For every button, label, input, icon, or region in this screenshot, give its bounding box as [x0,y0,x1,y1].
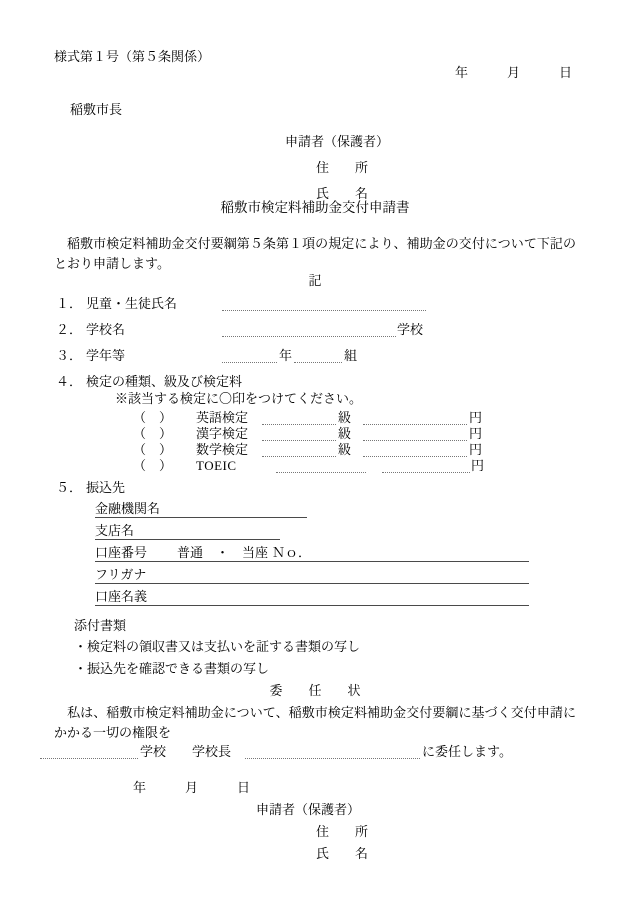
bank-institution-label: 金融機関名 [95,501,161,516]
proxy-name-label: 氏 名 [316,846,369,861]
proxy-address-label: 住 所 [316,824,369,839]
exam-fee-line-kanken[interactable] [363,440,467,441]
item-3-year-input-line[interactable] [222,362,277,363]
item-2-label: 学校名 [86,322,126,337]
exam-name-kanken: 漢字検定 [196,426,249,441]
item-4-label: 検定の種類、級及び検定料 [86,374,243,389]
header-date-line: 年 月 日 [455,65,573,80]
item-2-suffix: 学校 [397,322,424,337]
exam-fee-line-eiken[interactable] [363,424,467,425]
exam-grade-line-eiken[interactable] [262,424,336,425]
bank-account-holder-label: 口座名義 [95,589,148,604]
exam-grade-line-toeic[interactable] [276,472,366,473]
bank-account-number-line[interactable] [95,561,529,562]
proxy-principal-name-line[interactable] [245,758,420,759]
bank-kana-label: フリガナ [95,567,147,582]
item-4-note: ※該当する検定に〇印をつけてください。 [115,391,363,406]
exam-name-eiken: 英語検定 [196,410,249,425]
ki-mark: 記 [308,273,322,288]
bank-institution-line[interactable] [95,517,307,518]
page-title: 稲敷市検定料補助金交付申請書 [220,200,410,215]
item-5-label: 振込先 [86,480,126,495]
bank-kana-line[interactable] [95,583,529,584]
proxy-school-name-line[interactable] [40,758,138,759]
exam-grade-unit-suken: 級 [338,442,352,457]
item-3-label: 学年等 [86,348,126,363]
applicant-address-label: 住 所 [316,160,369,175]
exam-fee-unit-toeic: 円 [471,458,485,473]
proxy-title: 委 任 状 [269,683,361,698]
bank-account-holder-line[interactable] [95,605,529,606]
exam-grade-unit-kanken: 級 [338,426,352,441]
intro-paragraph: 稲敷市検定料補助金交付要綱第５条第１項の規定により、補助金の交付について下記のとおり申請します。 [54,236,576,272]
exam-grade-line-kanken[interactable] [262,440,336,441]
applicant-name-label: 氏 名 [316,186,369,201]
proxy-entrust-suffix: に委任します。 [422,744,512,759]
exam-fee-unit-eiken: 円 [469,410,483,425]
item-3-year-unit: 年 [279,348,293,363]
item-1-input-line[interactable] [222,310,426,311]
proxy-body: 私は、稲敷市検定料補助金について、稲敷市検定料補助金交付要綱に基づく交付申請にかかる一切の権限を [54,705,576,741]
bank-account-type-options[interactable]: 普通 ・ 当座 [177,545,269,560]
footer-date-line: 年 月 日 [133,780,251,795]
item-3-number: ３． [56,348,83,363]
exam-grade-line-suken[interactable] [262,456,336,457]
item-3-class-input-line[interactable] [294,362,342,363]
exam-checkbox-kanken[interactable]: （ ） [133,426,173,441]
exam-name-suken: 数学検定 [196,442,249,457]
bank-branch-label: 支店名 [95,523,135,538]
bank-account-no-label: Ｎｏ． [272,545,312,560]
exam-fee-unit-suken: 円 [469,442,483,457]
bank-branch-line[interactable] [95,539,280,540]
exam-fee-unit-kanken: 円 [469,426,483,441]
item-2-input-line[interactable] [222,336,396,337]
exam-checkbox-toeic[interactable]: （ ） [133,458,173,473]
bank-account-number-label: 口座番号 [95,545,148,560]
exam-fee-line-toeic[interactable] [382,472,470,473]
form-number: 様式第１号（第５条関係） [54,49,211,64]
item-3-class-unit: 組 [344,348,358,363]
item-1-number: １． [56,296,83,311]
attachment-item-1: ・検定料の領収書又は支払いを証する書類の写し [74,639,361,654]
item-2-number: ２． [56,322,83,337]
exam-fee-line-suken[interactable] [363,456,467,457]
attachments-heading: 添付書類 [74,618,127,633]
applicant-label: 申請者（保護者） [285,134,390,149]
exam-checkbox-suken[interactable]: （ ） [133,442,173,457]
item-4-number: ４． [56,374,83,389]
proxy-school-label: 学校 学校長 [140,744,232,759]
item-1-label: 児童・生徒氏名 [86,296,178,311]
item-5-number: ５． [56,480,83,495]
proxy-applicant-label: 申請者（保護者） [256,802,361,817]
exam-checkbox-eiken[interactable]: （ ） [133,410,173,425]
exam-name-toeic: TOEIC [196,458,237,473]
attachment-item-2: ・振込先を確認できる書類の写し [74,661,270,676]
addressee: 稲敷市長 [70,102,123,117]
exam-grade-unit-eiken: 級 [338,410,352,425]
